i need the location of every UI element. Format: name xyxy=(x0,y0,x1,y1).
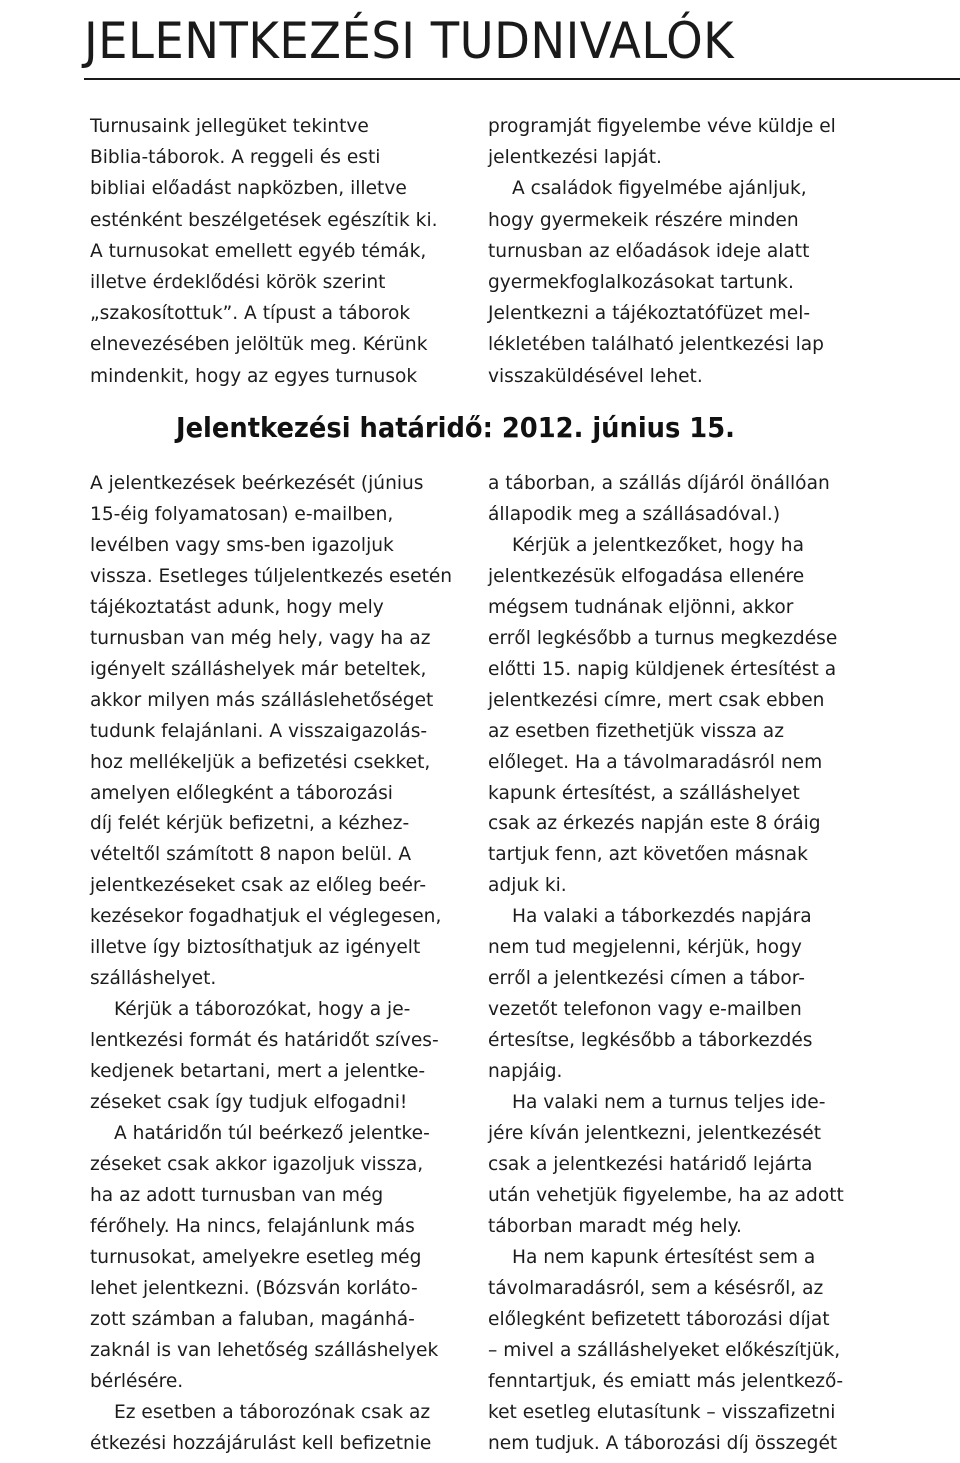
text-line: visszaküldésével lehet. xyxy=(488,365,703,387)
text-line: előlegként befizetett táborozási díjat xyxy=(488,1308,830,1330)
text-line: zéseket csak akkor igazoljuk vissza, xyxy=(90,1153,424,1175)
text-line: A jelentkezések beérkezését (június xyxy=(90,473,424,494)
text-line: Jelentkezni a tájékoztatófüzet mel- xyxy=(488,303,811,325)
deadline-heading: Jelentkezési határidő: 2012. június 15. xyxy=(176,411,735,444)
text-line: elnevezésében jelöltük meg. Kérünk xyxy=(90,334,428,356)
paragraph xyxy=(488,1088,888,1243)
text-line: ha az adott turnusban van még xyxy=(90,1184,384,1206)
text-line: kapunk értesítést, a szálláshelyet xyxy=(488,782,800,804)
paragraph xyxy=(488,173,888,391)
text-line: díj felét kérjük befizetni, a kézhez- xyxy=(90,813,410,835)
text-line: lékletében található jelentkezési lap xyxy=(488,334,824,356)
text-line: 15-éig folyamatosan) e-mailben, xyxy=(90,503,394,525)
text-line: csak a jelentkezési határidő lejárta xyxy=(488,1153,813,1175)
text-line: bibliai előadást napközben, illetve xyxy=(90,178,407,200)
text-line: fenntartjuk, és emiatt más jelentkező- xyxy=(488,1370,844,1392)
text-line: A családok figyelmébe ajánljuk, xyxy=(512,178,807,200)
text-line: a táborban, a szállás díjáról önállóan xyxy=(488,473,830,494)
text-line: után vehetjük figyelembe, ha az adott xyxy=(488,1184,844,1206)
text-line: távolmaradásról, sem a késésről, az xyxy=(488,1277,824,1299)
text-line: hoz mellékeljük a befizetési csekket, xyxy=(90,751,431,773)
text-line: A határidőn túl beérkező jelentke- xyxy=(114,1123,430,1145)
text-line: mindenkit, hogy az egyes turnusok xyxy=(90,365,418,387)
text-line: bérlésére. xyxy=(90,1370,184,1392)
text-line: – mivel a szálláshelyeket előkészítjük, xyxy=(488,1339,841,1361)
text-line: Ha nem kapunk értesítést sem a xyxy=(512,1246,816,1268)
text-line: csak az érkezés napján este 8 óráig xyxy=(488,813,821,835)
text-line: erről legkésőbb a turnus megkezdése xyxy=(488,627,838,649)
paragraph xyxy=(90,995,470,1119)
text-line: az esetben fizethetjük vissza az xyxy=(488,720,784,742)
text-line: ket esetleg elutasítunk – visszafizetni xyxy=(488,1401,836,1423)
text-line: férőhely. Ha nincs, felajánlunk más xyxy=(90,1215,415,1237)
text-line: jelentkezéseket csak az előleg beér- xyxy=(90,875,427,897)
text-line: táborban maradt még hely. xyxy=(488,1215,742,1237)
text-line: „szakosítottuk”. A típust a táborok xyxy=(90,303,411,325)
text-line: Biblia-táborok. A reggeli és esti xyxy=(90,147,381,169)
page-title: JELENTKEZÉSI TUDNIVALÓK xyxy=(84,12,735,70)
text-line: vissza. Esetleges túljelentkezés esetén xyxy=(90,565,453,587)
text-line: turnusokat, amelyekre esetleg még xyxy=(90,1246,422,1268)
text-line: lehet jelentkezni. (Bózsván korláto- xyxy=(90,1277,418,1299)
text-line: lentkezési formát és határidőt szíves- xyxy=(90,1030,439,1052)
text-line: jelentkezési címre, mert csak ebben xyxy=(488,689,825,711)
paragraph xyxy=(488,902,888,1088)
text-line: akkor milyen más szálláslehetőséget xyxy=(90,689,434,711)
text-line: Turnusaink jellegüket tekintve xyxy=(90,116,369,137)
text-line: Ha valaki a táborkezdés napjára xyxy=(512,906,812,928)
text-line: tartjuk fenn, azt követően másnak xyxy=(488,844,808,866)
text-line: adjuk ki. xyxy=(488,875,567,897)
text-line: zaknál is van lehetőség szálláshelyek xyxy=(90,1339,439,1361)
text-line: jelentkezési lapját. xyxy=(488,147,662,169)
paragraph xyxy=(488,469,888,531)
text-line: igényelt szálláshelyek már beteltek, xyxy=(90,658,427,680)
text-line: kezésekor fogadhatjuk el véglegesen, xyxy=(90,906,442,928)
text-line: vezetőt telefonon vagy e-mailben xyxy=(488,999,802,1021)
text-line: Kérjük a jelentkezőket, hogy ha xyxy=(512,534,804,556)
text-line: zott számban a faluban, magánhá- xyxy=(90,1308,415,1330)
text-line: A turnusokat emellett egyéb témák, xyxy=(90,240,427,262)
text-line: szálláshelyet. xyxy=(90,968,217,990)
paragraph xyxy=(488,111,888,173)
text-line: erről a jelentkezési címen a tábor- xyxy=(488,968,805,990)
paragraph xyxy=(488,1243,888,1460)
text-line: gyermekfoglalkozásokat tartunk. xyxy=(488,272,794,294)
text-line: zéseket csak így tudjuk elfogadni! xyxy=(90,1092,408,1114)
text-line: hogy gyermekeik részére minden xyxy=(488,209,799,231)
text-line: vételtől számított 8 napon belül. A xyxy=(90,844,412,866)
text-line: étkezési hozzájárulást kell befizetnie xyxy=(90,1432,432,1454)
text-line: mégsem tudnának eljönni, akkor xyxy=(488,596,794,618)
paragraph xyxy=(90,1398,470,1460)
paragraph xyxy=(90,469,470,995)
text-line: előleget. Ha a távolmaradásról nem xyxy=(488,751,823,773)
text-line: előtti 15. napig küldjenek értesítést a xyxy=(488,658,837,680)
text-line: jére kíván jelentkezni, jelentkezését xyxy=(488,1123,822,1145)
text-line: tájékoztatást adunk, hogy mely xyxy=(90,596,384,618)
column-top-left xyxy=(90,111,470,392)
text-line: illetve így biztosíthatjuk az igényelt xyxy=(90,937,421,959)
text-line: turnusban van még hely, vagy ha az xyxy=(90,627,431,649)
paragraph xyxy=(90,111,470,392)
text-line: értesítse, legkésőbb a táborkezdés xyxy=(488,1030,813,1052)
text-line: illetve érdeklődési körök szerint xyxy=(90,272,386,294)
text-line: esténként beszélgetések egészítik ki. xyxy=(90,209,438,231)
text-line: programját figyelembe véve küldje el xyxy=(488,116,836,137)
text-line: nem tudjuk. A táborozási díj összegét xyxy=(488,1432,838,1454)
paragraph xyxy=(488,531,888,902)
column-bottom-right xyxy=(488,469,888,1460)
text-line: állapodik meg a szállásadóval.) xyxy=(488,503,781,525)
text-line: Kérjük a táborozókat, hogy a je- xyxy=(114,999,411,1021)
text-line: turnusban az előadások ideje alatt xyxy=(488,240,810,262)
text-line: levélben vagy sms-ben igazoljuk xyxy=(90,534,394,556)
text-line: Ez esetben a táborozónak csak az xyxy=(114,1401,431,1423)
text-line: tudunk felajánlani. A visszaigazolás- xyxy=(90,720,428,742)
paragraph xyxy=(90,1119,470,1398)
text-line: amelyen előlegként a táborozási xyxy=(90,782,393,804)
text-line: Ha valaki nem a turnus teljes ide- xyxy=(512,1092,826,1114)
title-rule xyxy=(84,78,960,80)
text-line: nem tud megjelenni, kérjük, hogy xyxy=(488,937,802,959)
column-bottom-left xyxy=(90,469,470,1460)
text-line: kedjenek betartani, mert a jelentke- xyxy=(90,1061,426,1083)
column-top-right xyxy=(488,111,888,392)
text-line: napjáig. xyxy=(488,1061,563,1083)
text-line: jelentkezésük elfogadása ellenére xyxy=(488,565,805,587)
